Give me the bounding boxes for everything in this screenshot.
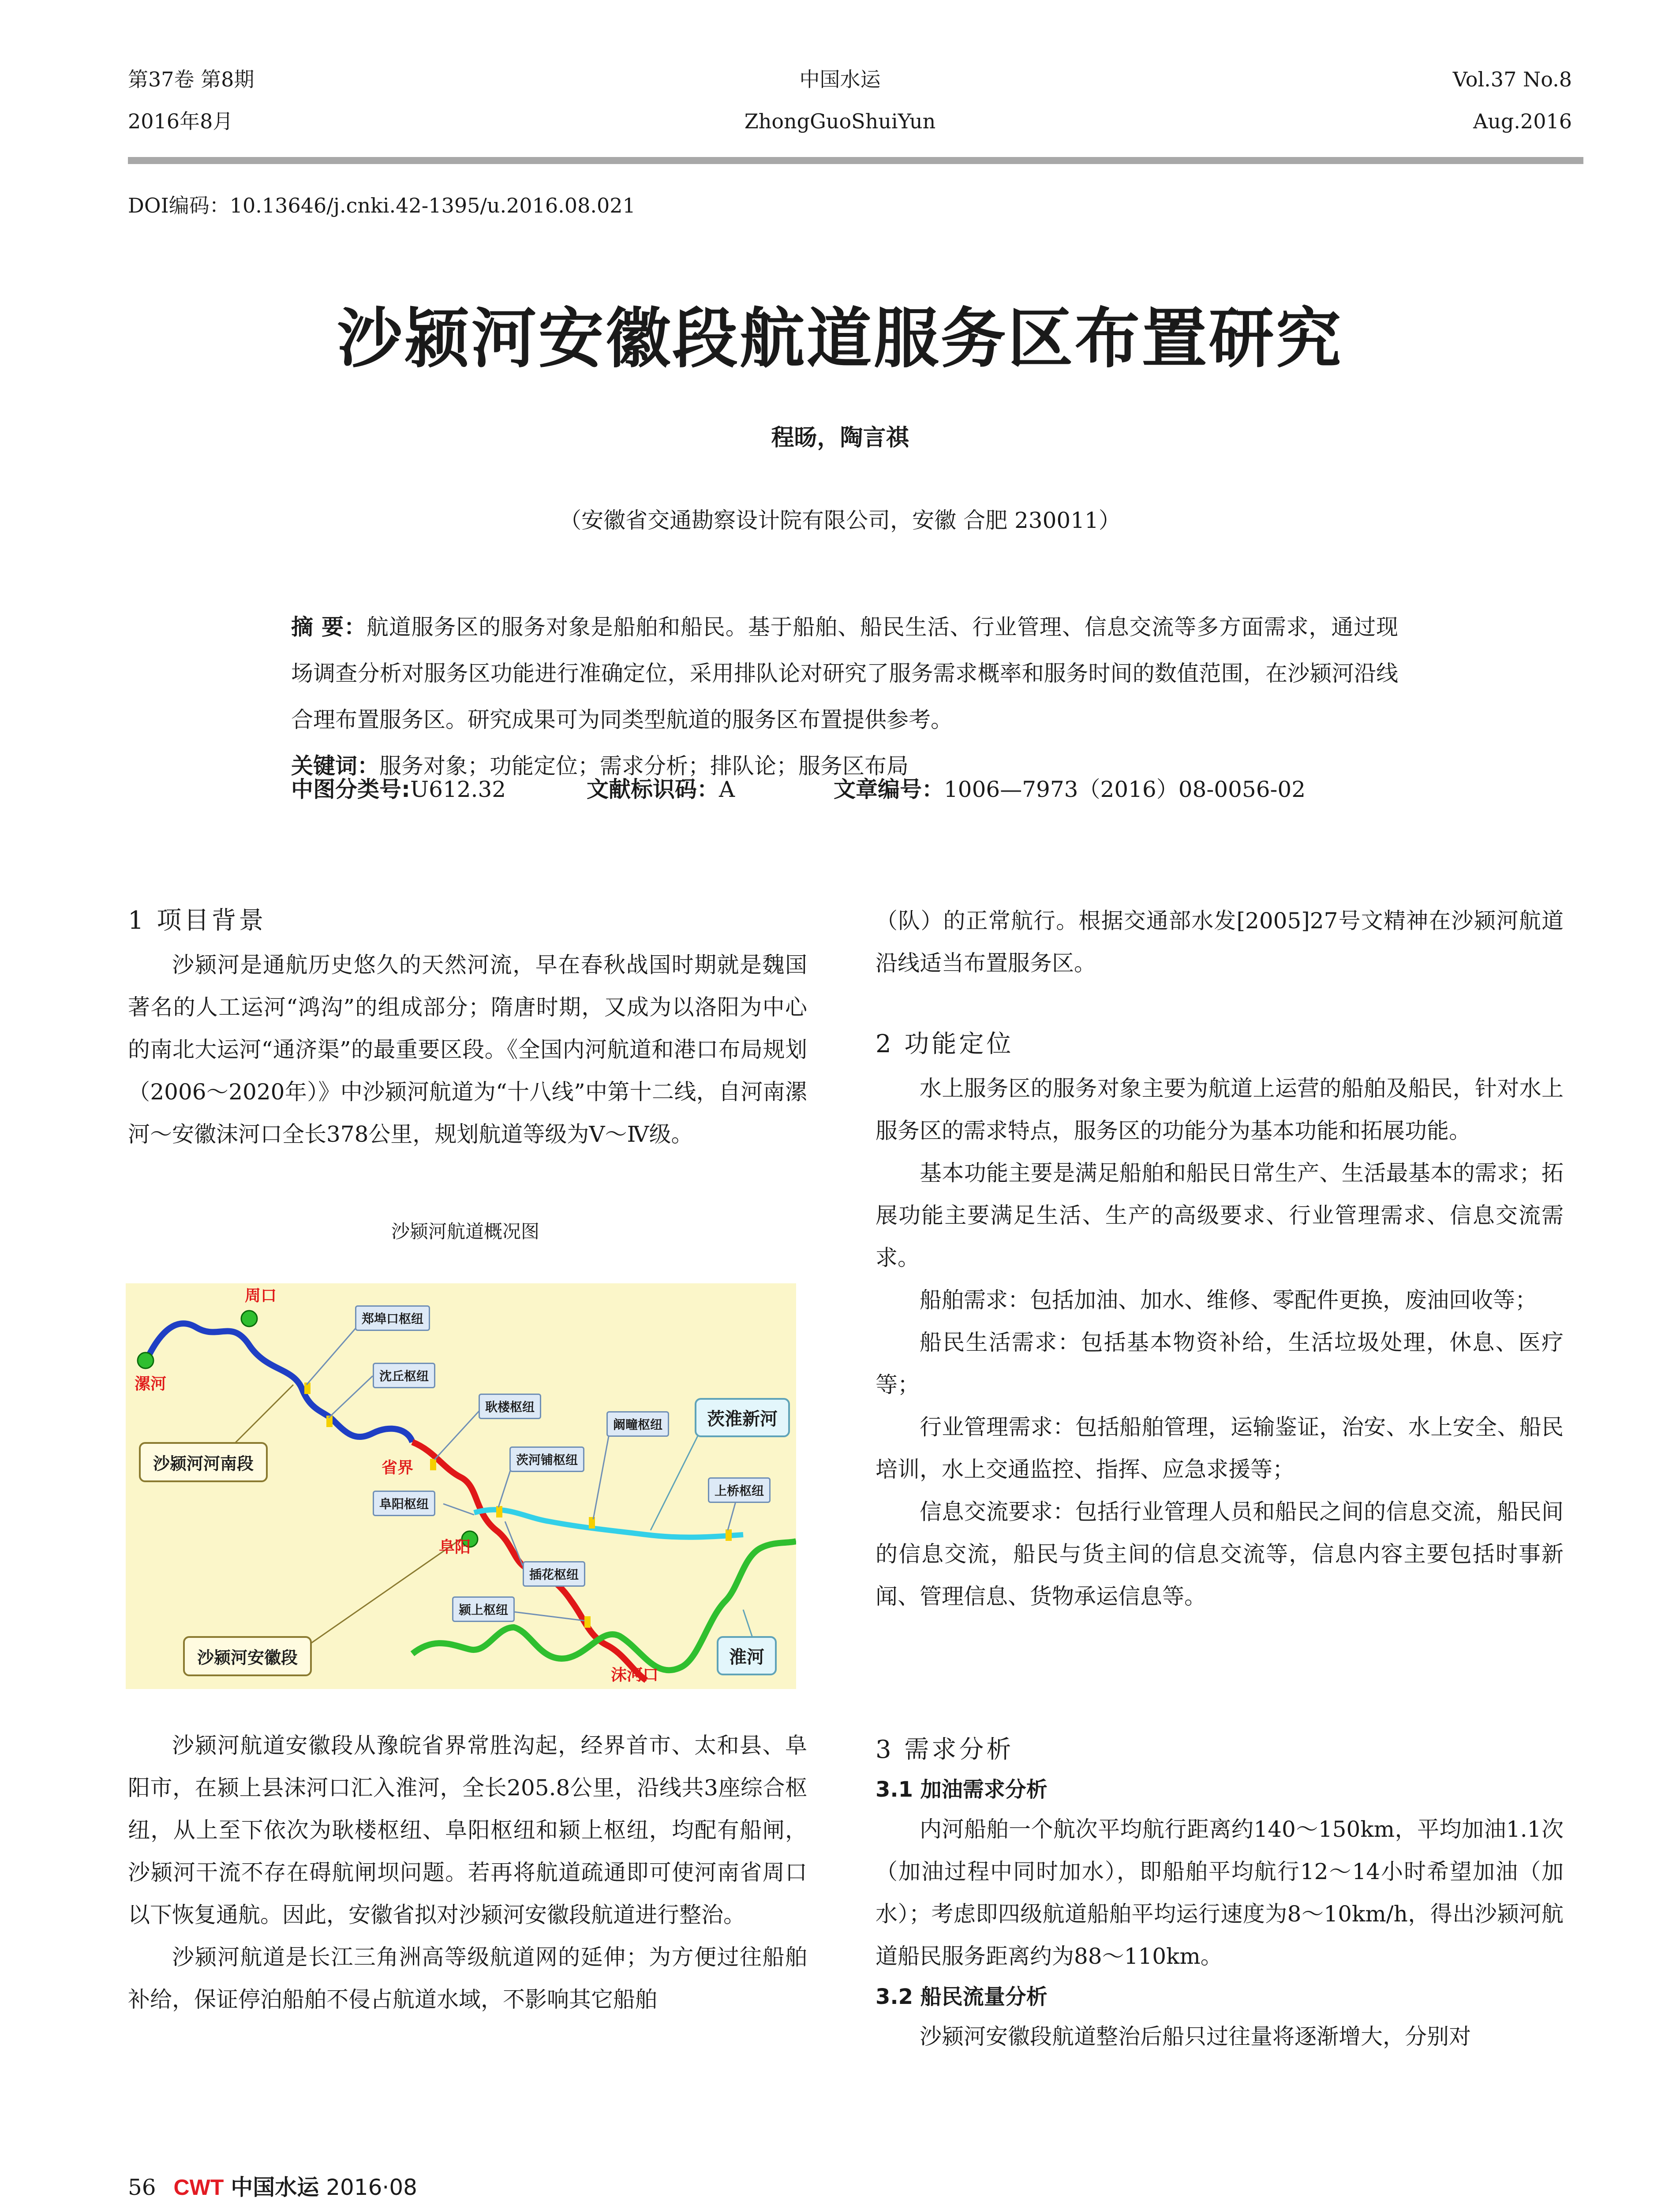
luohe-label: 漯河 — [135, 1375, 167, 1393]
date-cn: 2016年8月 — [128, 109, 233, 133]
article-number-row — [834, 772, 1451, 804]
abstract-label: 摘 要： — [291, 614, 367, 640]
hub-label-chahua: 插花枢纽 — [523, 1561, 585, 1587]
hub-label-fuyang: 阜阳枢纽 — [373, 1491, 435, 1516]
pointer-line — [443, 1504, 474, 1515]
hub-label-genglou: 耿楼枢纽 — [479, 1394, 541, 1419]
paragraph: 沙颍河航道是长江三角洲高等级航道网的延伸；为方便过往船舶补给，保证停泊船舶不侵占航道水域，不影响其它船舶 — [128, 1944, 807, 2012]
article-number-value: 1006—7973（2016）08-0056-02 — [944, 777, 1306, 802]
abstract — [291, 604, 1398, 789]
section-1-body — [128, 944, 807, 1155]
pointer-line — [434, 1407, 483, 1460]
section-3-1-body — [876, 1808, 1564, 1977]
page-number: 56 — [128, 2175, 156, 2200]
hub-marker — [496, 1506, 502, 1517]
section-1-continued — [128, 1724, 807, 2021]
hub-label-cihe: 茨河铺枢纽 — [509, 1446, 584, 1472]
river-map-figure — [126, 1283, 796, 1689]
henan-river-line — [143, 1323, 412, 1442]
journal-name-cn: 中国水运 — [799, 67, 881, 91]
pointer-line — [307, 1324, 359, 1385]
paragraph: 船民生活需求：包括基本物资补给，生活垃圾处理，休息、医疗等； — [876, 1330, 1564, 1398]
figure-caption: 沙颍河航道概况图 — [391, 1221, 539, 1242]
abstract-text: 航道服务区的服务对象是船舶和船民。基于船舶、船民生活、行业管理、信息交流等多方面需求，通过现场调查分析对服务区功能进行准确定位，采用排队论对研究了服务需求概率和服务时间的数值范围，在沙颍河沿线合理布置服务区。研究成果可为同类型航道的服务区布置提供参考。 — [291, 614, 1398, 733]
keywords-text: 服务对象；功能定位；需求分析；排队论；服务区布局 — [379, 753, 909, 779]
section-3-2-body — [876, 2015, 1564, 2058]
shengjie-label: 省界 — [382, 1459, 414, 1477]
fuyang-label: 阜阳 — [439, 1538, 471, 1556]
paragraph: （队）的正常航行。根据交通部水发[2005]27号文精神在沙颍河航道沿线适当布置服务区。 — [876, 908, 1564, 976]
pointer-line — [329, 1376, 373, 1418]
article-number-label: 文章编号： — [834, 777, 944, 802]
anhui-segment-callout: 沙颍河安徽段 — [183, 1636, 312, 1676]
page-footer — [128, 2170, 417, 2201]
volume-issue-en: Vol.37 No.8 — [1452, 67, 1572, 91]
footer-journal-name: 中国水运 — [231, 2175, 319, 2200]
paragraph: 沙颍河安徽段航道整治后船只过往量将逐渐增大，分别对 — [920, 2024, 1471, 2049]
volume-issue-cn: 第37卷 第8期 — [128, 67, 254, 91]
right-column-top — [876, 900, 1564, 984]
paper-title: 沙颍河安徽段航道服务区布置研究 — [337, 301, 1343, 377]
doi: DOI编码：10.13646/j.cnki.42-1395/u.2016.08.021 — [128, 194, 636, 217]
section-2-body — [876, 1067, 1564, 1618]
cihuai-callout: 茨淮新河 — [695, 1398, 790, 1437]
paragraph: 水上服务区的服务对象主要为航道上运营的船舶及船民，针对水上服务区的需求特点，服务区的功能分为基本功能和拓展功能。 — [876, 1076, 1564, 1144]
hub-marker — [430, 1459, 436, 1470]
pointer-line — [593, 1424, 611, 1519]
paragraph: 信息交流要求：包括行业管理人员和船民之间的信息交流，船民间的信息交流，船民与货主间的信息交流等，信息内容主要包括时事新闻、管理信息、货物承运信息等。 — [876, 1499, 1564, 1609]
hub-label-shenqiu: 沈丘枢纽 — [373, 1363, 435, 1388]
pointer-line — [227, 1385, 293, 1451]
footer-issue: 2016·08 — [326, 2175, 417, 2200]
doc-code-value: A — [719, 777, 735, 802]
paragraph: 内河船舶一个航次平均航行距离约140～150km，平均加油1.1次（加油过程中同时加水），即船舶平均航行12～14小时希望加油（加水）；考虑即四级航道船舶平均运行速度为8～10km/h，得出沙颍河航道船民服务距离约为88～110km。 — [876, 1816, 1564, 1969]
section-3-2-title: 3.2 船民流量分析 — [876, 1984, 1048, 2009]
hub-marker — [589, 1517, 595, 1529]
section-3-1-title: 3.1 加油需求分析 — [876, 1777, 1048, 1802]
clc-value: U612.32 — [410, 777, 506, 802]
zhoukou-city-dot — [241, 1311, 257, 1327]
pointer-line — [302, 1539, 461, 1649]
hub-label-zhengbuko: 郑埠口枢纽 — [355, 1305, 430, 1331]
journal-name-en: ZhongGuoShuiYun — [744, 109, 936, 133]
doc-code-label: 文献标识码： — [587, 777, 719, 802]
section-2-title: 2 功能定位 — [876, 1030, 1014, 1058]
hub-marker — [726, 1529, 732, 1541]
cwt-logo: CWT — [173, 2175, 224, 2200]
paragraph: 沙颍河航道安徽段从豫皖省界常胜沟起，经界首市、太和县、阜阳市，在颍上县沫河口汇入淮河，全长205.8公里，沿线共3座综合枢纽，从上至下依次为耿楼枢纽、阜阳枢纽和颍上枢纽，均配有船闸，沙颍河干流不存在碍航闸坝问题。若再将航道疏通即可使河南省周口以下恢复通航。因此，安徽省拟对沙颍河安徽段航道进行整治。 — [128, 1733, 807, 1928]
header-rule — [128, 157, 1583, 164]
luohe-city-dot — [138, 1353, 153, 1368]
paragraph: 沙颍河是通航历史悠久的天然河流，早在春秋战国时期就是魏国著名的人工运河“鸿沟”的组成部分；隋唐时期，又成为以洛阳为中心的南北大运河“通济渠”的最重要区段。《全国内河航道和港口布局规划（2006～2020年）》中沙颍河航道为“十八线”中第十二线，自河南漯河～安徽沫河口全长378公里，规划航道等级为Ⅴ～Ⅳ级。 — [128, 952, 807, 1147]
mohekou-label: 沫河口 — [611, 1666, 659, 1684]
pointer-line — [514, 1612, 584, 1621]
keywords-label: 关键词： — [291, 753, 379, 779]
paragraph: 行业管理需求：包括船舶管理，运输鉴证，治安、水上安全、船民培训，水上交通监控、指挥、应急求援等； — [876, 1414, 1564, 1482]
zhoukou-label: 周口 — [245, 1287, 277, 1305]
hub-label-kanqiao: 阚疃枢纽 — [606, 1411, 669, 1437]
paragraph: 基本功能主要是满足船舶和船民日常生产、生活最基本的需求；拓展功能主要满足生活、生产的高级要求、行业管理需求、信息交流需求。 — [876, 1160, 1564, 1271]
huaihe-callout: 淮河 — [717, 1636, 777, 1675]
henan-segment-callout: 沙颍河河南段 — [139, 1442, 268, 1482]
hub-marker — [584, 1616, 591, 1628]
section-1-title: 1 项目背景 — [128, 906, 266, 935]
section-3-title: 3 需求分析 — [876, 1735, 1014, 1764]
date-en: Aug.2016 — [1473, 109, 1572, 133]
clc-label: 中图分类号: — [291, 777, 410, 802]
authors: 程旸，陶言祺 — [771, 425, 909, 451]
river-map-svg — [126, 1283, 796, 1689]
hub-label-shangqiao: 上桥枢纽 — [708, 1477, 771, 1503]
hub-label-yingshang: 颍上枢纽 — [452, 1596, 515, 1622]
cihuai-river-line — [474, 1510, 743, 1537]
paragraph: 船舶需求：包括加油、加水、维修、零配件更换，废油回收等； — [920, 1287, 1537, 1313]
affiliation: （安徽省交通勘察设计院有限公司，安徽 合肥 230011） — [559, 508, 1121, 533]
